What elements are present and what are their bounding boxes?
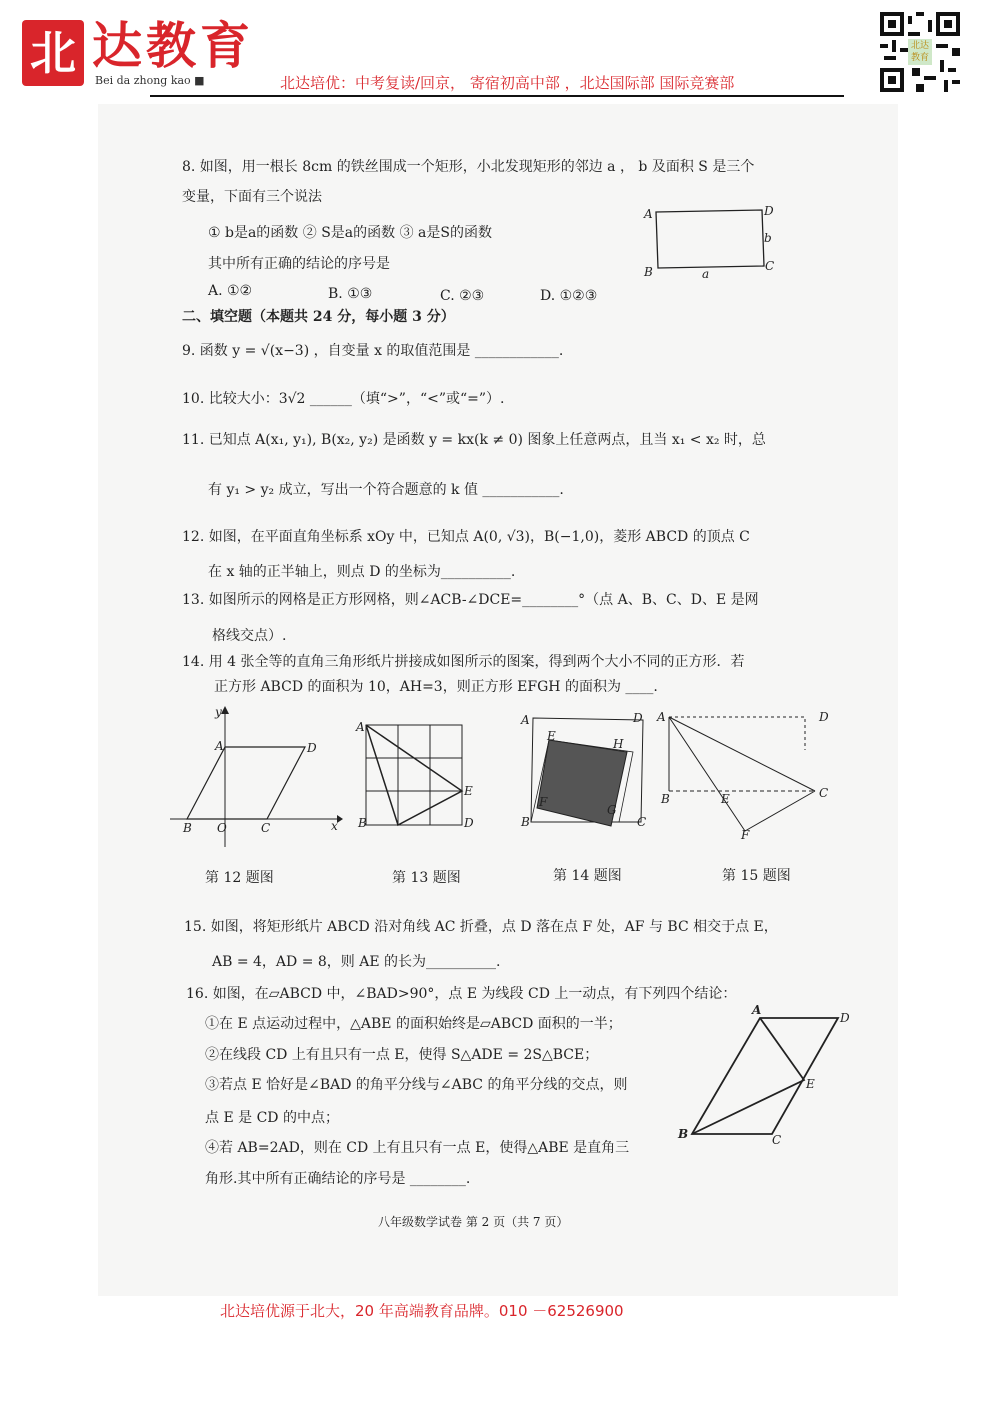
q10: 10. 比较大小：3√2 ______（填“>”，“<”或“=”）. (182, 391, 505, 407)
svg-text:A: A (215, 739, 224, 753)
q8-statements: ① b是a的函数 ② S是a的函数 ③ a是S的函数 (208, 225, 492, 241)
q8-prompt: 其中所有正确的结论的序号是 (208, 256, 390, 272)
label-B: B (644, 265, 653, 279)
q8-line2: 变量，下面有三个说法 (182, 189, 322, 205)
svg-text:D: D (464, 816, 474, 830)
header-slogan: 北达培优：中考复读/回京， 寄宿初高中部 ，北达国际部 国际竞赛部 (280, 74, 735, 92)
svg-text:H: H (613, 737, 624, 751)
q15-line1: 15. 如图，将矩形纸片 ABCD 沿对角线 AC 折叠，点 D 落在点 F 处，AF 与 BC 相交于点 E， (184, 919, 778, 935)
svg-text:B: B (661, 792, 670, 806)
q12-line1: 12. 如图，在平面直角坐标系 xOy 中，已知点 A(0, √3)，B(−1,0)，菱形 ABCD 的顶点 C (182, 529, 750, 545)
q11-line1: 11. 已知点 A(x₁, y₁), B(x₂, y₂) 是函数 y = kx(k ≠ 0) 图象上任意两点，且当 x₁ < x₂ 时，总 (182, 432, 766, 448)
label-b: b (764, 231, 772, 245)
section-2-heading: 二、填空题（本题共 24 分，每小题 3 分） (182, 309, 455, 325)
q8-option-c: C. ②③ (440, 288, 485, 304)
svg-text:C: C (772, 1133, 782, 1147)
label-C: C (765, 259, 775, 273)
svg-text:y: y (215, 705, 222, 719)
q16-statement-3a: ③若点 E 恰好是∠BAD 的角平分线与∠ABC 的角平分线的交点，则 (205, 1077, 628, 1093)
figure-15 (655, 705, 835, 845)
q8-option-a: A. ①② (208, 283, 253, 299)
figure-12 (165, 702, 345, 852)
q16-statement-4b: 角形.其中所有正确结论的序号是 ________. (205, 1171, 471, 1187)
label-a: a (702, 267, 710, 281)
q15-line2: AB = 4，AD = 8，则 AE 的长为__________. (212, 954, 501, 970)
q11-line2: 有 y₁ > y₂ 成立，写出一个符合题意的 k 值 ___________. (208, 482, 564, 498)
svg-text:B: B (678, 1127, 689, 1141)
qr-center-logo-text: 北达教育 (908, 39, 932, 65)
svg-text:C: C (819, 786, 829, 800)
svg-text:E: E (806, 1077, 815, 1091)
figure-16 (672, 1000, 862, 1150)
q8-option-d: D. ①②③ (540, 288, 598, 304)
svg-text:C: C (637, 815, 647, 829)
svg-text:A: A (657, 710, 666, 724)
svg-text:O: O (217, 821, 227, 835)
svg-text:F: F (741, 828, 750, 842)
q13-line2: 格线交点）. (212, 628, 287, 644)
q14-line1: 14. 用 4 张全等的直角三角形纸片拼接成如图所示的图案，得到两个大小不同的正方形．若 (182, 654, 745, 670)
q13-line1: 13. 如图所示的网格是正方形网格，则∠ACB-∠DCE=________°（点 A、B、C、D、E 是网 (182, 592, 759, 608)
figure-13-caption: 第 13 题图 (392, 870, 461, 886)
svg-text:A: A (752, 1003, 762, 1017)
q16-statement-1: ①在 E 点运动过程中，△ABE 的面积始终是▱ABCD 面积的一半； (205, 1016, 622, 1032)
header-divider (150, 95, 844, 97)
svg-text:D: D (819, 710, 829, 724)
svg-text:B: B (183, 821, 192, 835)
label-A: A (644, 207, 653, 221)
figure-13 (350, 715, 480, 835)
figure-12-caption: 第 12 题图 (205, 870, 274, 886)
svg-text:B: B (358, 816, 367, 830)
logo-subtitle: Bei da zhong kao ■ (95, 74, 205, 87)
svg-text:F: F (539, 795, 548, 809)
q16-statement-4a: ④若 AB=2AD，则在 CD 上有且只有一点 E，使得△ABE 是直角三 (205, 1140, 630, 1156)
logo-text: 达教育 (92, 16, 254, 75)
label-D: D (764, 204, 774, 218)
q9: 9. 函数 y = √(x−3) ，自变量 x 的取值范围是 ____________. (182, 343, 564, 359)
svg-text:A: A (521, 713, 530, 727)
q8-rectangle-figure (640, 200, 780, 285)
svg-text:E: E (721, 792, 730, 806)
q16-line1: 16. 如图，在▱ABCD 中，∠BAD>90°，点 E 为线段 CD 上一动点，有下列四个结论： (186, 986, 737, 1002)
svg-text:x: x (331, 819, 338, 833)
svg-text:B: B (521, 815, 530, 829)
svg-text:A: A (356, 720, 365, 734)
q8-option-b: B. ①③ (328, 286, 373, 302)
svg-text:G: G (607, 803, 617, 817)
svg-text:E: E (464, 784, 473, 798)
page-number-footer: 八年级数学试卷 第 2 页（共 7 页） (378, 1215, 569, 1229)
figure-15-caption: 第 15 题图 (722, 868, 791, 884)
brand-footer: 北达培优源于北大，20 年高端教育品牌。010 －62526900 (220, 1302, 624, 1320)
svg-text:D: D (633, 711, 643, 725)
svg-text:D: D (307, 741, 317, 755)
svg-text:E: E (547, 729, 556, 743)
logo-mark: 北 (22, 20, 84, 86)
q16-statement-2: ②在线段 CD 上有且只有一点 E，使得 S△ADE = 2S△BCE； (205, 1047, 599, 1063)
svg-text:D: D (840, 1011, 850, 1025)
q16-statement-3b: 点 E 是 CD 的中点； (205, 1110, 339, 1126)
q8-line1: 8. 如图，用一根长 8cm 的铁丝围成一个矩形，小北发现矩形的邻边 a ， b 及面积 S 是三个 (182, 159, 755, 175)
figure-14-caption: 第 14 题图 (553, 868, 622, 884)
q14-line2: 正方形 ABCD 的面积为 10，AH=3，则正方形 EFGH 的面积为 ____. (214, 679, 658, 695)
q12-line2: 在 x 轴的正半轴上，则点 D 的坐标为__________. (208, 564, 516, 580)
figure-14 (515, 710, 655, 830)
svg-text:C: C (261, 821, 271, 835)
